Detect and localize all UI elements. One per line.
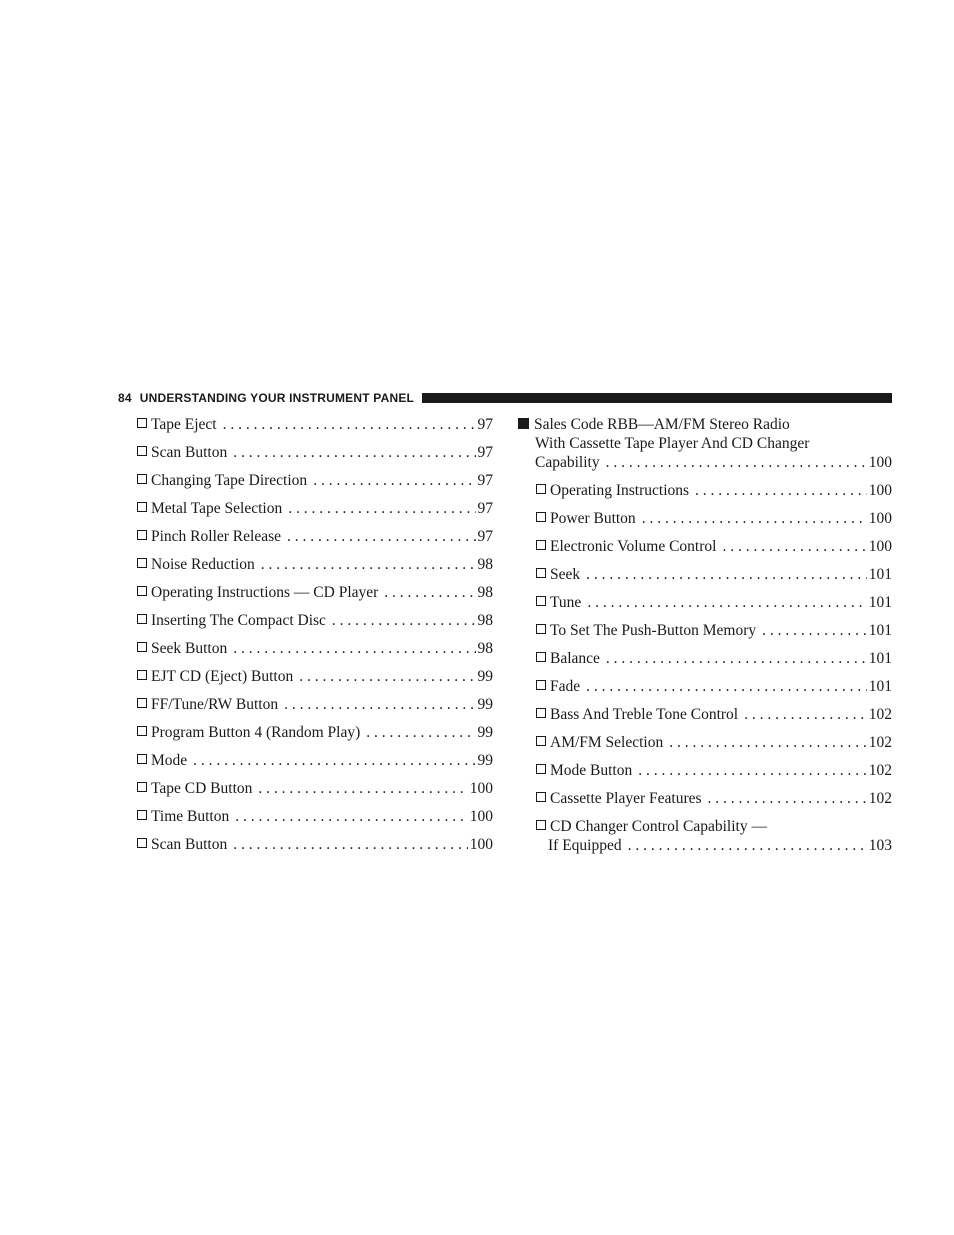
page-header	[118, 390, 892, 406]
toc-entry-title: Mode Button	[550, 762, 633, 779]
toc-entry-page: 99	[477, 668, 493, 685]
toc-main-entry[interactable]	[518, 415, 892, 472]
dot-leader	[606, 649, 867, 668]
toc-entry-page: 100	[868, 510, 892, 527]
toc-entry-page: 98	[477, 612, 493, 629]
toc-entry-page: 101	[868, 678, 892, 695]
toc-entry-page: 99	[477, 752, 493, 769]
dot-leader	[313, 471, 475, 490]
toc-entry[interactable]	[137, 835, 493, 854]
checkbox-bullet-icon	[536, 736, 546, 746]
checkbox-bullet-icon	[137, 698, 147, 708]
toc-entry-page: 100	[868, 482, 892, 499]
toc-entry-page: 102	[868, 790, 892, 807]
toc-main-entry-line2: With Cassette Tape Player And CD Changer	[535, 435, 810, 452]
toc-main-entry-line3: Capability	[535, 454, 600, 471]
toc-main-entry-line1: Sales Code RBB—AM/FM Stereo Radio	[534, 416, 790, 433]
toc-entry-title: Power Button	[550, 510, 636, 527]
checkbox-bullet-icon	[137, 726, 147, 736]
toc-entry-page: 103	[868, 837, 892, 854]
toc-entry[interactable]	[137, 779, 493, 798]
toc-entry[interactable]	[137, 807, 493, 826]
dot-leader	[261, 555, 476, 574]
checkbox-bullet-icon	[137, 446, 147, 456]
checkbox-bullet-icon	[137, 418, 147, 428]
toc-entry[interactable]	[137, 443, 493, 462]
toc-entry-title: Scan Button	[151, 444, 228, 461]
toc-entry-title: Inserting The Compact Disc	[151, 612, 326, 629]
toc-left-column	[137, 415, 493, 863]
toc-entry-title: Tune	[550, 594, 582, 611]
checkbox-bullet-icon	[536, 708, 546, 718]
toc-entry-page: 100	[469, 808, 493, 825]
toc-entry-title: Program Button 4 (Random Play)	[151, 724, 361, 741]
toc-entry-title: Pinch Roller Release	[151, 528, 281, 545]
toc-entry-page: 100	[469, 836, 493, 853]
toc-entry-page: 99	[477, 724, 493, 741]
checkbox-bullet-icon	[536, 820, 546, 830]
dot-leader	[366, 723, 475, 742]
checkbox-bullet-icon	[536, 596, 546, 606]
toc-entry[interactable]	[137, 471, 493, 490]
checkbox-bullet-icon	[536, 764, 546, 774]
toc-entry[interactable]	[137, 527, 493, 546]
dot-leader	[669, 733, 867, 752]
checkbox-bullet-icon	[137, 530, 147, 540]
toc-entry[interactable]	[137, 415, 493, 434]
toc-entry-title-cont: If Equipped	[548, 837, 622, 854]
toc-entry-page: 102	[868, 706, 892, 723]
dot-leader	[287, 527, 476, 546]
toc-entry-page: 98	[477, 584, 493, 601]
toc-entry-title: Scan Button	[151, 836, 228, 853]
dot-leader	[744, 705, 867, 724]
toc-entry-title: Cassette Player Features	[550, 790, 702, 807]
checkbox-bullet-icon	[536, 568, 546, 578]
dot-leader	[288, 499, 475, 518]
dot-leader	[628, 836, 867, 855]
checkbox-bullet-icon	[536, 512, 546, 522]
header-rule	[422, 393, 892, 403]
toc-entry-page: 101	[868, 566, 892, 583]
toc-entry[interactable]	[536, 649, 892, 668]
filled-square-bullet-icon	[518, 418, 529, 429]
toc-entry-page: 102	[868, 734, 892, 751]
checkbox-bullet-icon	[137, 754, 147, 764]
toc-entry-title: To Set The Push-Button Memory	[550, 622, 757, 639]
checkbox-bullet-icon	[137, 642, 147, 652]
dot-leader	[762, 621, 867, 640]
toc-entry[interactable]	[536, 761, 892, 780]
toc-entry-page: 101	[868, 650, 892, 667]
toc-entry-page: 100	[868, 538, 892, 555]
toc-entry-title: Electronic Volume Control	[550, 538, 717, 555]
dot-leader	[642, 509, 867, 528]
dot-leader	[258, 779, 467, 798]
dot-leader	[638, 761, 867, 780]
toc-entry-page: 97	[477, 444, 493, 461]
toc-entry[interactable]	[137, 695, 493, 714]
toc-entry-page: 99	[477, 696, 493, 713]
toc-entry-title: Tape CD Button	[151, 780, 253, 797]
toc-entry[interactable]	[536, 481, 892, 500]
toc-entry[interactable]	[536, 817, 892, 855]
toc-entry[interactable]	[137, 723, 493, 742]
toc-entry[interactable]	[536, 677, 892, 696]
checkbox-bullet-icon	[536, 652, 546, 662]
toc-entry-page: 97	[477, 416, 493, 433]
dot-leader	[722, 537, 866, 556]
checkbox-bullet-icon	[536, 624, 546, 634]
toc-entry[interactable]	[137, 751, 493, 770]
toc-entry-title: Metal Tape Selection	[151, 500, 283, 517]
toc-entry[interactable]	[536, 565, 892, 584]
page-number: 84	[118, 391, 132, 405]
dot-leader	[193, 751, 475, 770]
checkbox-bullet-icon	[137, 670, 147, 680]
dot-leader	[332, 611, 476, 630]
toc-entry-title: Fade	[550, 678, 581, 695]
toc-entry[interactable]	[536, 621, 892, 640]
dot-leader	[695, 481, 867, 500]
toc-entry[interactable]	[536, 593, 892, 612]
dot-leader	[284, 695, 475, 714]
checkbox-bullet-icon	[137, 502, 147, 512]
toc-entry[interactable]	[137, 611, 493, 630]
toc-entry[interactable]	[137, 639, 493, 658]
checkbox-bullet-icon	[137, 474, 147, 484]
toc-entry-title: Operating Instructions — CD Player	[151, 584, 379, 601]
dot-leader	[606, 453, 867, 472]
toc-entry-page: 97	[477, 472, 493, 489]
dot-leader	[586, 677, 867, 696]
toc-entry[interactable]	[137, 499, 493, 518]
toc-entry-page: 100	[868, 454, 892, 471]
toc-right-column	[518, 415, 892, 864]
toc-entry[interactable]	[536, 537, 892, 556]
toc-entry[interactable]	[536, 789, 892, 808]
toc-entry-title: Noise Reduction	[151, 556, 255, 573]
checkbox-bullet-icon	[536, 484, 546, 494]
checkbox-bullet-icon	[137, 838, 147, 848]
section-title: UNDERSTANDING YOUR INSTRUMENT PANEL	[139, 391, 415, 405]
toc-entry-title: Changing Tape Direction	[151, 472, 308, 489]
toc-entry-title: AM/FM Selection	[550, 734, 664, 751]
dot-leader	[708, 789, 867, 808]
dot-leader	[587, 593, 866, 612]
toc-entry-title: Tape Eject	[151, 416, 217, 433]
checkbox-bullet-icon	[137, 614, 147, 624]
toc-entry-page: 101	[868, 622, 892, 639]
toc-entry-title: Seek	[550, 566, 581, 583]
toc-entry-page: 98	[477, 556, 493, 573]
toc-entry-title: Time Button	[151, 808, 230, 825]
dot-leader	[233, 835, 468, 854]
dot-leader	[384, 583, 475, 602]
checkbox-bullet-icon	[137, 558, 147, 568]
toc-entry[interactable]	[137, 667, 493, 686]
toc-entry-page: 97	[477, 500, 493, 517]
dot-leader	[235, 807, 468, 826]
checkbox-bullet-icon	[536, 792, 546, 802]
dot-leader	[233, 639, 475, 658]
toc-entry-page: 97	[477, 528, 493, 545]
dot-leader	[299, 667, 475, 686]
toc-entry-title: FF/Tune/RW Button	[151, 696, 279, 713]
toc-entry-title: EJT CD (Eject) Button	[151, 668, 294, 685]
toc-entry-title: CD Changer Control Capability —	[550, 818, 767, 835]
toc-entry-title: Mode	[151, 752, 188, 769]
checkbox-bullet-icon	[137, 782, 147, 792]
checkbox-bullet-icon	[137, 810, 147, 820]
dot-leader	[223, 415, 476, 434]
toc-entry[interactable]	[536, 705, 892, 724]
checkbox-bullet-icon	[536, 680, 546, 690]
toc-entry-page: 101	[868, 594, 892, 611]
toc-entry-title: Operating Instructions	[550, 482, 690, 499]
toc-entry-page: 100	[469, 780, 493, 797]
dot-leader	[586, 565, 867, 584]
toc-entry-title: Seek Button	[151, 640, 228, 657]
checkbox-bullet-icon	[137, 586, 147, 596]
toc-entry-title: Bass And Treble Tone Control	[550, 706, 739, 723]
toc-entry[interactable]	[137, 555, 493, 574]
toc-entry-page: 102	[868, 762, 892, 779]
toc-entry[interactable]	[536, 733, 892, 752]
toc-entry[interactable]	[137, 583, 493, 602]
dot-leader	[233, 443, 475, 462]
toc-entry-title: Balance	[550, 650, 600, 667]
toc-entry-page: 98	[477, 640, 493, 657]
toc-entry[interactable]	[536, 509, 892, 528]
checkbox-bullet-icon	[536, 540, 546, 550]
